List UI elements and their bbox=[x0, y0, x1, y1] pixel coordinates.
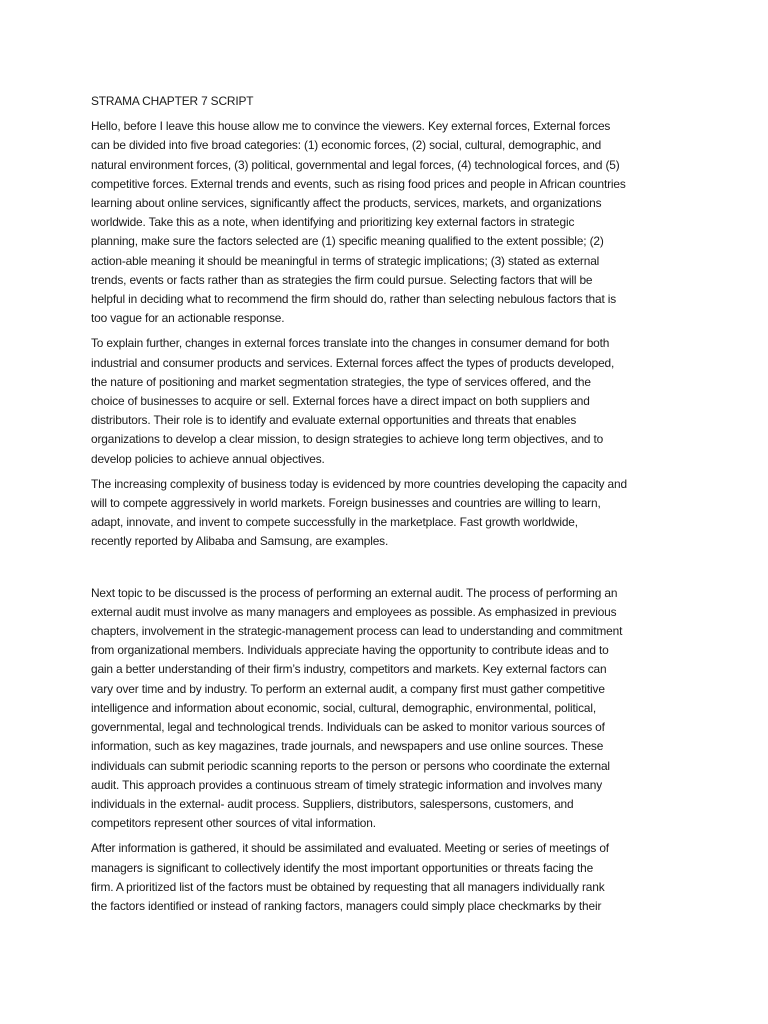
text-line: governmental, legal and technological trends. Individuals can be asked to monitor various sources of bbox=[91, 720, 605, 735]
text-line: develop policies to achieve annual objectives. bbox=[91, 451, 325, 466]
text-line: worldwide. Take this as a note, when identifying and prioritizing key external factors in strategic bbox=[91, 215, 575, 230]
text-line: To explain further, changes in external forces translate into the changes in consumer demand for both bbox=[91, 336, 610, 351]
text-line: information, such as key magazines, trade journals, and newspapers and use online sources. These bbox=[91, 739, 604, 754]
text-line: Next topic to be discussed is the process of performing an external audit. The process of performing an bbox=[91, 585, 618, 600]
text-line: intelligence and information about economic, social, cultural, demographic, environmental, political, bbox=[91, 700, 597, 715]
text-line: recently reported by Alibaba and Samsung, are examples. bbox=[91, 534, 389, 549]
text-line: distributors. Their role is to identify and evaluate external opportunities and threats that enables bbox=[91, 413, 577, 428]
paragraph-5 bbox=[91, 839, 683, 916]
text-line: audit. This approach provides a continuous stream of timely strategic information and involves many bbox=[91, 777, 603, 792]
text-line: The increasing complexity of business today is evidenced by more countries developing the capacity and bbox=[91, 476, 627, 491]
text-line: gain a better understanding of their firm’s industry, competitors and markets. Key external factors can bbox=[91, 662, 607, 677]
document-title: STRAMA CHAPTER 7 SCRIPT bbox=[91, 94, 254, 108]
paragraph-2 bbox=[91, 334, 683, 468]
paragraph-spacer bbox=[91, 558, 683, 584]
text-line: trends, events or facts rather than as strategies the firm could pursue. Selecting factors that will be bbox=[91, 272, 593, 287]
text-line: natural environment forces, (3) political, governmental and legal forces, (4) technological forces, and (5) bbox=[91, 157, 620, 172]
text-line: from organizational members. Individuals appreciate having the opportunity to contribute ideas and to bbox=[91, 643, 609, 658]
text-line: Hello, before I leave this house allow me to convince the viewers. Key external forces, External forces bbox=[91, 119, 611, 134]
text-line: planning, make sure the factors selected are (1) specific meaning qualified to the extent possible; (2) bbox=[91, 234, 604, 249]
text-line: learning about online services, significantly affect the products, services, markets, and organizations bbox=[91, 196, 602, 211]
text-line: will to compete aggressively in world markets. Foreign businesses and countries are willing to learn, bbox=[91, 496, 601, 511]
text-line: external audit must involve as many managers and employees as possible. As emphasized in previous bbox=[91, 604, 617, 619]
paragraph-1 bbox=[91, 117, 683, 328]
text-line: the nature of positioning and market segmentation strategies, the type of services offered, and the bbox=[91, 374, 591, 389]
paragraph-4 bbox=[91, 584, 683, 834]
text-line: individuals can submit periodic scanning reports to the person or persons who coordinate the external bbox=[91, 758, 610, 773]
text-line: chapters, involvement in the strategic-management process can lead to understanding and commitment bbox=[91, 624, 623, 639]
text-line: managers is significant to collectively identify the most important opportunities or threats facing the bbox=[91, 860, 594, 875]
text-line: individuals in the external- audit process. Suppliers, distributors, salespersons, customers, and bbox=[91, 796, 574, 811]
text-line: industrial and consumer products and services. External forces affect the types of products developed, bbox=[91, 355, 615, 370]
text-line: action-able meaning it should be meaningful in terms of strategic implications; (3) stated as external bbox=[91, 253, 600, 268]
text-line: competitive forces. External trends and events, such as rising food prices and people in African countries bbox=[91, 176, 626, 191]
text-line: organizations to develop a clear mission, to design strategies to achieve long term objectives, and to bbox=[91, 432, 604, 447]
document-body bbox=[91, 92, 683, 922]
text-line: adapt, innovate, and invent to compete successfully in the marketplace. Fast growth worldwide, bbox=[91, 515, 578, 530]
paragraph-3 bbox=[91, 475, 683, 552]
text-line: vary over time and by industry. To perform an external audit, a company first must gather competitive bbox=[91, 681, 605, 696]
text-line: After information is gathered, it should be assimilated and evaluated. Meeting or series of meetings of bbox=[91, 841, 609, 856]
text-line: firm. A prioritized list of the factors must be obtained by requesting that all managers individually rank bbox=[91, 879, 605, 894]
text-line: choice of businesses to acquire or sell. External forces have a direct impact on both suppliers and bbox=[91, 394, 590, 409]
text-line: helpful in deciding what to recommend the firm should do, rather than selecting nebulous factors that is bbox=[91, 292, 617, 307]
text-line: too vague for an actionable response. bbox=[91, 311, 285, 326]
text-line: can be divided into five broad categories: (1) economic forces, (2) social, cultural, demographic, and bbox=[91, 138, 602, 153]
text-line: the factors identified or instead of ranking factors, managers could simply place checkmarks by their bbox=[91, 898, 602, 913]
text-line: competitors represent other sources of vital information. bbox=[91, 816, 376, 831]
